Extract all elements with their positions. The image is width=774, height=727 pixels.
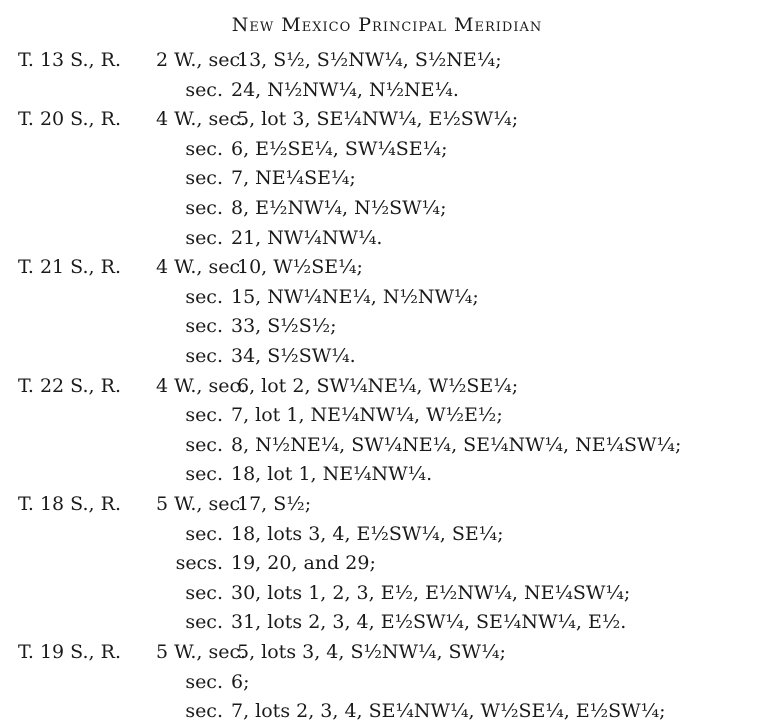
legal-description: 18, lot 1, NE¼NW¼. — [231, 463, 433, 486]
legal-description: 7, lot 1, NE¼NW¼, W½E½; — [231, 404, 503, 427]
section-label: sec. — [185, 167, 223, 190]
legal-description: 6, lot 2, SW¼NE¼, W½SE¼; — [237, 374, 519, 397]
description-line — [18, 430, 681, 461]
legal-description: 17, S½; — [237, 493, 312, 515]
legal-description: 7, NE¼SE¼; — [231, 167, 356, 190]
section-label: secs. — [175, 552, 223, 575]
description-line — [18, 637, 506, 668]
section-label: sec. — [185, 226, 223, 249]
legal-description: 15, NW¼NE¼, N½NW¼; — [231, 285, 479, 308]
legal-description: 10, W½SE¼; — [237, 256, 363, 279]
description-line — [18, 341, 356, 372]
description-line — [18, 223, 382, 254]
description-line — [18, 134, 448, 165]
legal-description: 34, S½SW¼. — [231, 345, 356, 367]
legal-description: 19, 20, and 29; — [231, 552, 376, 575]
township-label: T. 22 S., R. — [18, 374, 121, 397]
township-label: T. 20 S., R. — [18, 108, 121, 131]
description-line — [18, 578, 630, 609]
description-line — [18, 311, 337, 342]
legal-description: 30, lots 1, 2, 3, E½, E½NW¼, NE¼SW¼; — [231, 581, 631, 604]
township-label: T. 19 S., R. — [18, 641, 121, 663]
description-line — [18, 193, 447, 224]
range-label: 4 W., sec. — [156, 374, 247, 397]
description-line — [18, 459, 432, 490]
description-line — [18, 104, 518, 135]
section-label: sec. — [185, 315, 223, 338]
legal-description: 21, NW¼NW¼. — [231, 226, 383, 249]
section-label: sec. — [185, 285, 223, 308]
description-line — [18, 667, 250, 698]
section-label: sec. — [185, 522, 223, 545]
range-label: 5 W., sec. — [156, 493, 247, 515]
legal-description: 6; — [231, 670, 250, 693]
section-label: sec. — [185, 345, 223, 367]
legal-description: 18, lots 3, 4, E½SW¼, SE¼; — [231, 522, 504, 545]
section-label: sec. — [185, 463, 223, 486]
description-line — [18, 252, 363, 283]
description-line — [18, 45, 502, 76]
range-label: 5 W., sec. — [156, 641, 247, 663]
township-label: T. 13 S., R. — [18, 49, 121, 71]
description-line — [18, 489, 311, 520]
range-label: 2 W., sec. — [156, 49, 247, 71]
description-line — [18, 163, 356, 194]
range-label: 4 W., sec. — [156, 256, 247, 279]
legal-description: 6, E½SE¼, SW¼SE¼; — [231, 137, 448, 160]
section-label: sec. — [185, 611, 223, 634]
section-label: sec. — [185, 670, 223, 693]
section-label: sec. — [185, 433, 223, 456]
page-title: New Mexico Principal Meridian — [231, 14, 543, 36]
description-line — [18, 371, 518, 402]
section-label: sec. — [185, 404, 223, 427]
description-line — [18, 400, 503, 431]
legal-description: 5, lot 3, SE¼NW¼, E½SW¼; — [237, 108, 519, 131]
township-label: T. 18 S., R. — [18, 493, 121, 515]
range-label: 4 W., sec. — [156, 108, 247, 131]
section-label: sec. — [185, 78, 223, 101]
description-line — [18, 75, 459, 106]
legal-description: 8, E½NW¼, N½SW¼; — [231, 197, 447, 219]
section-label: sec. — [185, 197, 223, 219]
legal-description: 5, lots 3, 4, S½NW¼, SW¼; — [237, 641, 506, 663]
section-label: sec. — [185, 700, 223, 723]
description-line — [18, 607, 626, 638]
legal-description: 8, N½NE¼, SW¼NE¼, SE¼NW¼, NE¼SW¼; — [231, 433, 682, 456]
legal-description: 7, lots 2, 3, 4, SE¼NW¼, W½SE¼, E½SW¼; — [231, 700, 666, 723]
legal-description: 24, N½NW¼, N½NE¼. — [231, 78, 459, 101]
section-label: sec. — [185, 137, 223, 160]
description-line — [18, 282, 479, 313]
legal-description: 13, S½, S½NW¼, S½NE¼; — [237, 49, 502, 71]
township-label: T. 21 S., R. — [18, 256, 121, 279]
description-line — [18, 548, 376, 579]
section-label: sec. — [185, 581, 223, 604]
description-line — [18, 519, 504, 550]
description-line — [18, 696, 666, 727]
legal-description: 33, S½S½; — [231, 315, 337, 338]
legal-description: 31, lots 2, 3, 4, E½SW¼, SE¼NW¼, E½. — [231, 611, 627, 634]
